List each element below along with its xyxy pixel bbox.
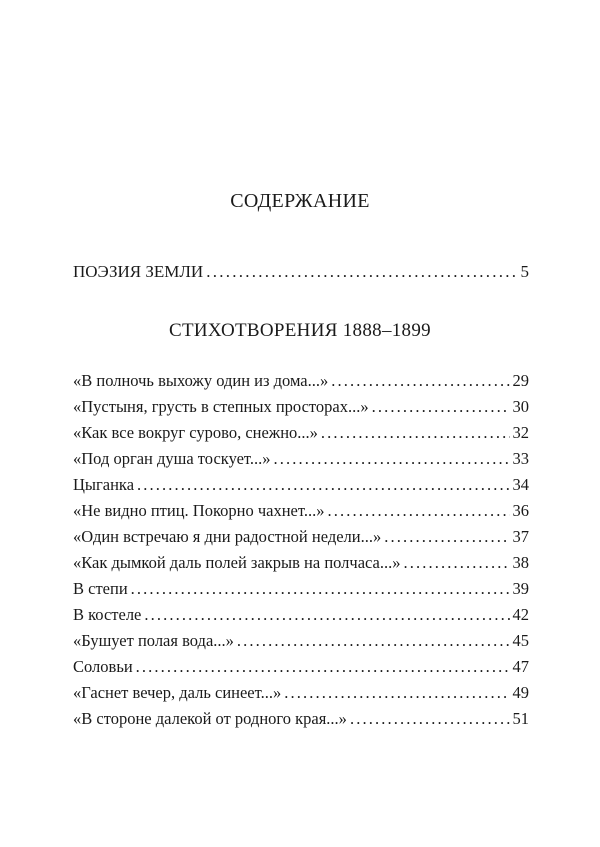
toc-entry-page: 36 — [512, 501, 529, 520]
toc-entry-page: 37 — [512, 527, 529, 546]
toc-leader-dots — [206, 262, 517, 282]
toc-entry-label: Цыганка — [73, 475, 135, 494]
toc-entry-label: «Один встречаю я дни радостной недели...» — [73, 527, 382, 546]
toc-leader-dots — [331, 371, 509, 391]
toc-entry-label: ПОЭЗИЯ ЗЕМЛИ — [73, 262, 204, 281]
toc-entry — [73, 657, 529, 677]
toc-leader-dots — [137, 475, 509, 495]
toc-entry — [73, 683, 529, 703]
toc-entry-label: «Под орган душа тоскует...» — [73, 449, 271, 468]
toc-leader-dots — [144, 605, 509, 625]
toc-leader-dots — [131, 579, 510, 599]
toc-leader-dots — [321, 423, 510, 443]
toc-entry — [73, 501, 529, 521]
section-heading: СТИХОТВОРЕНИЯ 1888–1899 — [169, 320, 431, 341]
toc-entry-label: «Гаснет вечер, даль синеет...» — [73, 683, 282, 702]
toc-entry — [73, 709, 529, 729]
toc-leader-dots — [274, 449, 510, 469]
toc-leader-dots — [404, 553, 510, 573]
toc-entry-label: «Не видно птиц. Покорно чахнет...» — [73, 501, 325, 520]
toc-entry-label: «Бушует полая вода...» — [73, 631, 234, 650]
toc-entry-page: 39 — [512, 579, 529, 598]
toc-leader-dots — [327, 501, 509, 521]
toc-entry-label: «Пустыня, грусть в степных просторах...» — [73, 397, 369, 416]
toc-leader-dots — [350, 709, 510, 729]
toc-entry-page: 49 — [512, 683, 529, 702]
toc-entry-label: В костеле — [73, 605, 142, 624]
toc-entry — [73, 631, 529, 651]
toc-entry-page: 38 — [512, 553, 529, 572]
toc-entry-label: «Как все вокруг сурово, снежно...» — [73, 423, 318, 442]
toc-entry — [73, 527, 529, 547]
toc-entry-page: 30 — [512, 397, 529, 416]
toc-entry-page: 47 — [512, 657, 529, 676]
toc-entry — [73, 475, 529, 495]
toc-leader-dots — [136, 657, 510, 677]
toc-entry-page: 5 — [520, 262, 529, 281]
toc-entry-label: В степи — [73, 579, 128, 598]
toc-leader-dots — [384, 527, 509, 547]
toc-entry-page: 42 — [512, 605, 529, 624]
toc-entry — [73, 553, 529, 573]
toc-entry — [73, 423, 529, 443]
toc-entry-page: 33 — [512, 449, 529, 468]
toc-leader-dots — [284, 683, 509, 703]
page-title: СОДЕРЖАНИЕ — [230, 190, 370, 212]
toc-entry — [73, 605, 529, 625]
toc-entry-page: 34 — [512, 475, 529, 494]
toc-entry-page: 32 — [512, 423, 529, 442]
toc-entry — [73, 449, 529, 469]
toc-entry-label: «В полночь выхожу один из дома...» — [73, 371, 329, 390]
toc-entry-page: 29 — [512, 371, 529, 390]
toc-entry-intro — [73, 262, 529, 282]
toc-entry-label: Соловьи — [73, 657, 133, 676]
toc-leader-dots — [237, 631, 510, 651]
toc-entry — [73, 397, 529, 417]
toc-leader-dots — [372, 397, 510, 417]
toc-entry — [73, 371, 529, 391]
toc-entry-page: 45 — [512, 631, 529, 650]
toc-entry-label: «Как дымкой даль полей закрыв на полчаса...» — [73, 553, 401, 572]
toc-entry-label: «В стороне далекой от родного края...» — [73, 709, 347, 728]
toc-entry — [73, 579, 529, 599]
toc-entry-page: 51 — [512, 709, 529, 728]
